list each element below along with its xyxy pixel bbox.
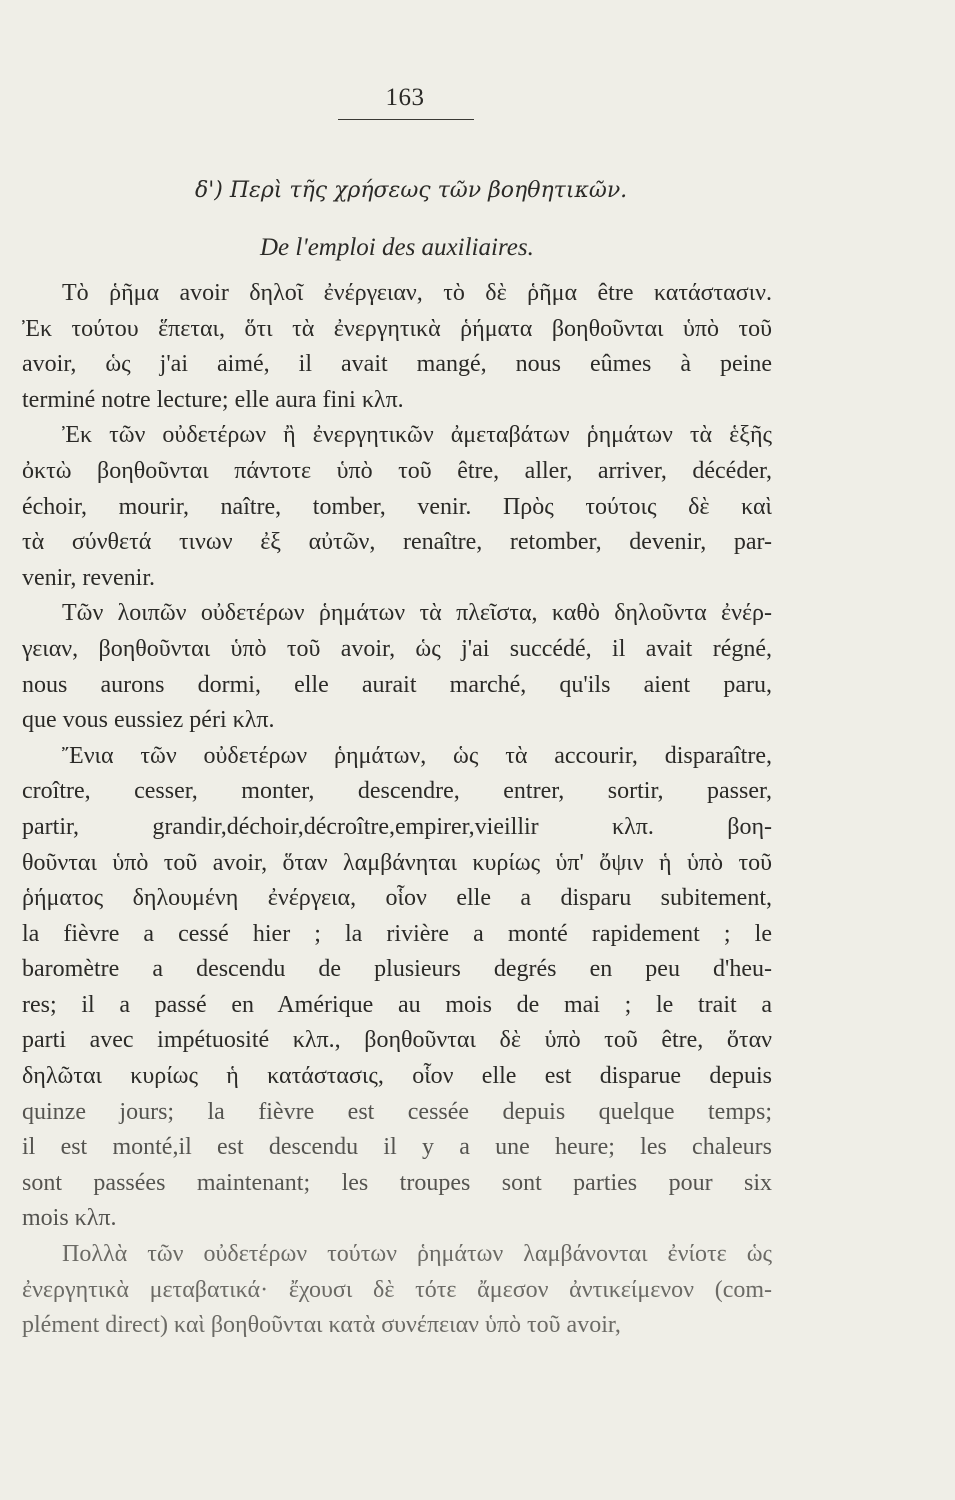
text-line: γειαν, βοηθοῦνται ὑπὸ τοῦ avoir, ὡς j'ai succédé, il avait régné,	[22, 635, 772, 662]
text-line: θοῦνται ὑπὸ τοῦ avoir, ὅταν λαμβάνηται κυρίως ὑπ' ὄψιν ἡ ὑπὸ τοῦ	[22, 849, 772, 876]
page-number-rule	[338, 119, 474, 120]
text-line: Τὸ ῥῆμα avoir δηλοῖ ἐνέργειαν, τὸ δὲ ῥῆμα être κατάστασιν.	[62, 280, 772, 306]
text-line: quinze jours; la fièvre est cessée depuis quelque temps;	[22, 1098, 772, 1125]
text-line: échoir, mourir, naître, tomber, venir. Πρὸς τούτοις δὲ καὶ	[22, 493, 772, 520]
text-line: Τῶν λοιπῶν οὐδετέρων ῥημάτων τὰ πλεῖστα, καθὸ δηλοῦντα ἐνέρ-	[62, 600, 772, 627]
paragraph	[22, 596, 772, 738]
text-line: baromètre a descendu de plusieurs degrés en peu d'heu-	[22, 956, 772, 983]
page-number: 163	[385, 84, 425, 111]
section-heading-greek: δ') Περὶ τῆς χρήσεως τῶν βοηθητικῶν.	[195, 178, 628, 203]
paragraph	[22, 739, 772, 1237]
text-line: venir, revenir.	[22, 564, 155, 591]
text-line: plément direct) καὶ βοηθοῦνται κατὰ συνέπειαν ὑπὸ τοῦ avoir,	[22, 1312, 621, 1339]
text-line: Πολλὰ τῶν οὐδετέρων τούτων ῥημάτων λαμβάνονται ἐνίοτε ὡς	[62, 1241, 772, 1268]
text-line: il est monté,il est descendu il y a une heure; les chaleurs	[22, 1134, 772, 1161]
text-line: terminé notre lecture; elle aura fini κλπ.	[22, 386, 404, 413]
text-line: avoir, ὡς j'ai aimé, il avait mangé, nous eûmes à peine	[22, 351, 772, 378]
text-line: que vous eussiez péri κλπ.	[22, 707, 275, 734]
body-text	[22, 276, 772, 1344]
paragraph	[22, 276, 772, 418]
text-line: parti avec impétuosité κλπ., βοηθοῦνται δὲ ὑπὸ τοῦ être, ὅταν	[22, 1027, 772, 1054]
text-line: Ἐκ τούτου ἕπεται, ὅτι τὰ ἐνεργητικὰ ῥήματα βοηθοῦνται ὑπὸ τοῦ	[22, 315, 772, 342]
text-line: δηλῶται κυρίως ἡ κατάστασις, οἷον elle est disparue depuis	[22, 1063, 772, 1090]
section-heading-french: De l'emploi des auxiliaires.	[260, 234, 534, 261]
text-line: ῥήματος δηλουμένη ἐνέργεια, οἷον elle a disparu subitement,	[22, 885, 772, 912]
text-line: res; il a passé en Amérique au mois de mai ; le trait a	[22, 991, 772, 1018]
text-line: τὰ σύνθετά τινων ἐξ αὐτῶν, renaître, retomber, devenir, par-	[22, 529, 772, 556]
text-line: partir, grandir,déchoir,décroître,empirer,vieillir κλπ. βοη-	[22, 813, 772, 840]
text-line: nous aurons dormi, elle aurait marché, qu'ils aient paru,	[22, 671, 772, 698]
text-line: la fièvre a cessé hier ; la rivière a monté rapidement ; le	[22, 920, 772, 947]
text-line: croître, cesser, monter, descendre, entrer, sortir, passer,	[22, 778, 772, 805]
text-line: Ἔνια τῶν οὐδετέρων ῥημάτων, ὡς τὰ accourir, disparaître,	[62, 742, 772, 769]
text-line: ὀκτὼ βοηθοῦνται πάντοτε ὑπὸ τοῦ être, aller, arriver, décéder,	[22, 457, 772, 484]
paragraph	[22, 1237, 772, 1344]
text-line: sont passées maintenant; les troupes sont parties pour six	[22, 1169, 772, 1196]
text-line: Ἐκ τῶν οὐδετέρων ἢ ἐνεργητικῶν ἀμεταβάτων ῥημάτων τὰ ἑξῆς	[62, 422, 772, 449]
paragraph	[22, 418, 772, 596]
text-line: ἐνεργητικὰ μεταβατικά· ἔχουσι δὲ τότε ἄμεσον ἀντικείμενον (com-	[22, 1276, 772, 1303]
text-line: mois κλπ.	[22, 1205, 117, 1232]
